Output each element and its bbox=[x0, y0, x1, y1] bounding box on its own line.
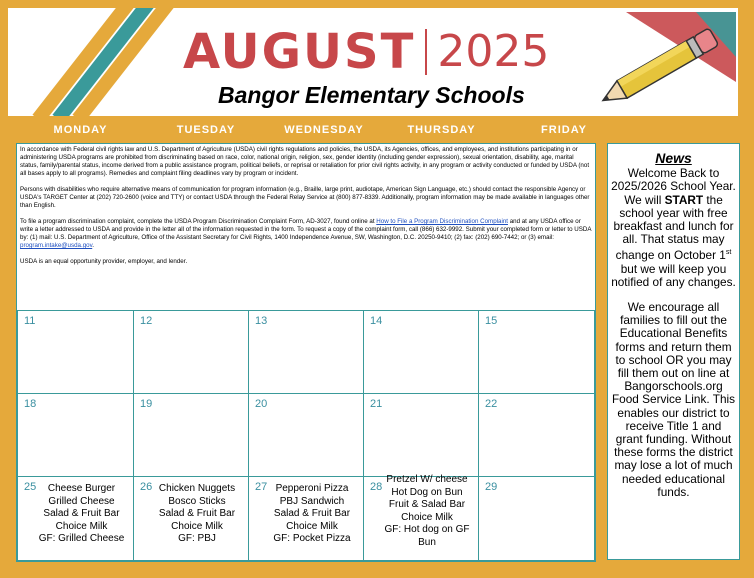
day-cell bbox=[248, 393, 364, 477]
menu-item: Bosco Sticks bbox=[168, 495, 226, 507]
weekday-monday: MONDAY bbox=[53, 124, 108, 136]
menu-item: Salad & Fruit Bar bbox=[158, 508, 236, 519]
month-title: AUGUST bbox=[183, 24, 416, 80]
menu-item: GF: Pocket Pizza bbox=[273, 533, 351, 544]
menu-item: Chicken Nuggets bbox=[158, 483, 236, 494]
day-cell bbox=[133, 476, 249, 561]
day-cell bbox=[478, 393, 595, 477]
day-number: 12 bbox=[140, 315, 153, 327]
weekday-wednesday: WEDNESDAY bbox=[284, 124, 364, 136]
day-number: 21 bbox=[370, 398, 383, 410]
day-cell bbox=[248, 476, 364, 561]
day-number: 20 bbox=[255, 398, 268, 410]
title-row bbox=[183, 22, 603, 82]
day-number: 25 bbox=[24, 481, 37, 493]
menu-item: Pepperoni Pizza bbox=[275, 483, 349, 494]
day-number: 15 bbox=[485, 315, 498, 327]
day-number: 19 bbox=[140, 398, 153, 410]
news-panel bbox=[607, 143, 740, 560]
day-number: 28 bbox=[370, 481, 383, 493]
notice-paragraph-3: To file a program discrimination complaint, complete the USDA Program Discrimination Complaint Form, AD-3027, found online at How to File a Program Discrimination Complaint and at any USDA office or write a letter addressed to USDA and provide in the letter all of the information requested in the form. To request a copy of the complaint form, call (866) 632-9992. Submit your completed form or letter to USDA by: (1) mail: U.S. Department of Agriculture, Office of the Assistant Secretary for Civil Rights, 1400 Independence Avenue, SW, Washington, D.C. 20250-9410; (2) fax: (202) 690-7442; or (3) email: program.intake@usda.gov. bbox=[20, 218, 592, 249]
notice-paragraph-2: Persons with disabilities who require alternative means of communication for program information (e.g., Braille, large print, audiotape, American Sign Language, etc.) should contact the responsible Agency or USDA's TARGET Center at (202) 720-2600 (voice and TTY) or contact USDA through the Federal Relay Service at (800) 877-8339. Additionally, program information may be made available in languages other than English. bbox=[20, 186, 590, 209]
menu-item: Fruit & Salad Bar bbox=[388, 499, 466, 510]
weekday-header bbox=[8, 120, 598, 140]
year-title: 2025 bbox=[437, 26, 550, 77]
weekday-friday: FRIDAY bbox=[541, 124, 587, 136]
menu-item: GF: Grilled Cheese bbox=[38, 533, 125, 544]
pencil-icon bbox=[586, 12, 736, 107]
email-link[interactable]: program.intake@usda.gov bbox=[20, 242, 93, 249]
weekday-thursday: THURSDAY bbox=[407, 124, 476, 136]
menu-item: Choice Milk bbox=[55, 520, 108, 532]
menu-item: Salad & Fruit Bar bbox=[273, 508, 351, 519]
menu-item: Choice Milk bbox=[401, 511, 453, 523]
day-cell bbox=[17, 393, 134, 477]
day-cell bbox=[478, 310, 595, 394]
lunch-menu bbox=[263, 483, 361, 546]
news-paragraph-1: Welcome Back to 2025/2026 School Year. bbox=[611, 166, 736, 194]
day-number: 13 bbox=[255, 315, 268, 327]
weekday-tuesday: TUESDAY bbox=[176, 124, 236, 136]
day-cell bbox=[248, 310, 364, 394]
lunch-menu bbox=[148, 483, 246, 546]
news-paragraph-2: We will START the school year with free breakfast and lunch for all. That status may change on October 1st but we will keep you notified of any changes. bbox=[611, 192, 736, 289]
menu-item: Cheese Burger bbox=[47, 483, 116, 494]
menu-item: GF: Hot dog on GF Bun bbox=[384, 524, 470, 548]
lunch-menu bbox=[32, 483, 131, 546]
menu-item: Choice Milk bbox=[171, 520, 223, 532]
calendar-body bbox=[16, 143, 596, 562]
menu-item: Choice Milk bbox=[286, 520, 338, 532]
day-cell bbox=[478, 476, 595, 561]
day-cell bbox=[363, 310, 479, 394]
menu-item: Grilled Cheese bbox=[48, 495, 115, 507]
menu-item: GF: PBJ bbox=[178, 533, 216, 544]
notice-paragraph-4: USDA is an equal opportunity provider, employer, and lender. bbox=[20, 258, 188, 265]
menu-item: PBJ Sandwich bbox=[279, 495, 345, 507]
day-number: 11 bbox=[24, 315, 36, 327]
day-cell bbox=[17, 310, 134, 394]
day-cell bbox=[17, 476, 134, 561]
day-number: 18 bbox=[24, 398, 37, 410]
lunch-menu bbox=[378, 474, 476, 549]
usda-notice bbox=[17, 144, 595, 300]
school-name: Bangor Elementary Schools bbox=[218, 82, 525, 108]
day-number: 14 bbox=[370, 315, 383, 327]
calendar-grid bbox=[17, 310, 595, 561]
notice-paragraph-1: In accordance with Federal civil rights law and U.S. Department of Agriculture (USDA) civil rights regulations and policies, the USDA, its Agencies, offices, and employees, and institutions participating in or administering USDA programs are prohibited from discriminating based on race, color, national origin, religion, sex, gender identity (including gender expression), sexual orientation, disability, age, marital status, family/parental status, income derived from a public assistance program, political beliefs, or reprisal or retaliation for prior civil rights activity, in any program or activity conducted or funded by USDA (not all bases apply to all programs). Remedies and complaint filing deadlines vary by program or incident. bbox=[20, 146, 590, 177]
menu-item: Pretzel W/ cheese bbox=[386, 474, 468, 485]
day-cell bbox=[133, 393, 249, 477]
day-cell bbox=[133, 310, 249, 394]
day-number: 29 bbox=[485, 481, 498, 493]
day-cell bbox=[363, 476, 479, 561]
day-number: 27 bbox=[255, 481, 268, 493]
title-divider bbox=[425, 29, 427, 75]
menu-item: Salad & Fruit Bar bbox=[43, 508, 120, 519]
menu-item: Hot Dog on Bun bbox=[391, 486, 463, 498]
news-title: News bbox=[655, 150, 692, 166]
day-number: 26 bbox=[140, 481, 153, 493]
complaint-link[interactable]: How to File a Program Discrimination Complaint bbox=[376, 218, 508, 225]
day-number: 22 bbox=[485, 398, 498, 410]
news-paragraph-3: We encourage all families to fill out the Educational Benefits forms and return them to school OR you may fill them out on line at Bangorschools.org Food Service Link. This enables our district to receive Title 1 and grant funding. Without these forms the district may lose a lot of much needed educational funds. bbox=[611, 299, 736, 499]
day-cell bbox=[363, 393, 479, 477]
